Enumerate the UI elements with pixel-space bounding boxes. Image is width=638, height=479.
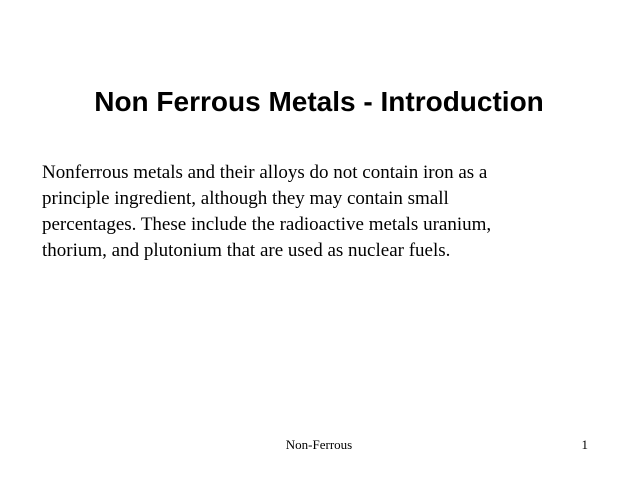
slide-title: Non Ferrous Metals - Introduction [94,86,544,117]
page-number: 1 [581,437,588,452]
footer-label: Non-Ferrous [285,437,353,452]
body-line: Nonferrous metals and their alloys do not contain iron as a [42,162,488,183]
body-line: principle ingredient, although they may contain small [42,188,449,209]
body-line: percentages. These include the radioactive metals uranium, [42,214,492,235]
slide-body-paragraph [42,160,602,264]
body-line: thorium, and plutonium that are used as nuclear fuels. [42,240,451,261]
